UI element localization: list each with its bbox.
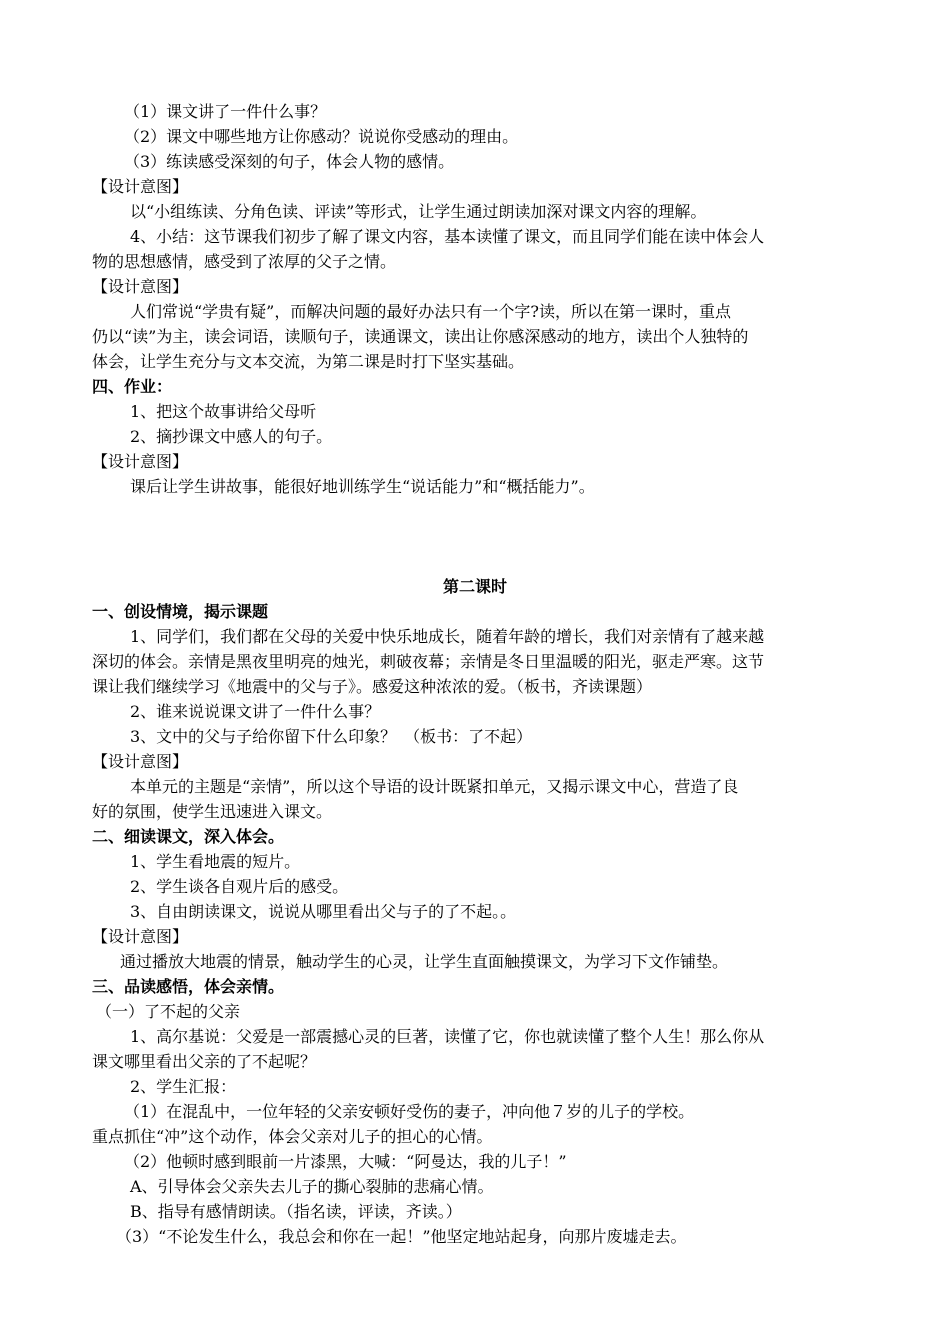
text-line: 1、高尔基说：父爱是一部震撼心灵的巨著，读懂了它，你也就读懂了整个人生！那么你从 bbox=[130, 1027, 765, 1046]
text-line: B、指导有感情朗读。（指名读，评读，齐读。） bbox=[130, 1202, 462, 1221]
text-line: 课文哪里看出父亲的了不起呢？ bbox=[92, 1052, 317, 1071]
text-line: 4、小结：这节课我们初步了解了课文内容，基本读懂了课文，而且同学们能在读中体会人 bbox=[130, 227, 765, 246]
text-line: 重点抓住“冲”这个动作，体会父亲对儿子的担心的心情。 bbox=[92, 1127, 493, 1146]
section-label: 【设计意图】 bbox=[92, 177, 189, 196]
text-line: 物的思想感情，感受到了浓厚的父子之情。 bbox=[92, 252, 397, 271]
section-heading: 二、细读课文，深入体会。 bbox=[92, 827, 285, 846]
section-label: 【设计意图】 bbox=[92, 752, 189, 771]
text-line: （2）课文中哪些地方让你感动？说说你受感动的理由。 bbox=[124, 127, 519, 146]
text-line: 1、同学们，我们都在父母的关爱中快乐地成长，随着年龄的增长，我们对亲情有了越来越 bbox=[130, 627, 765, 646]
text-line: 3、自由朗读课文，说说从哪里看出父与子的了不起。。 bbox=[130, 902, 517, 921]
section-label: 【设计意图】 bbox=[92, 452, 189, 471]
text-line: 课后让学生讲故事，能很好地训练学生“说话能力”和“概括能力”。 bbox=[130, 477, 595, 496]
text-line: 通过播放大地震的情景，触动学生的心灵，让学生直面触摸课文，为学习下文作铺垫。 bbox=[120, 952, 729, 971]
text-line: 课让我们继续学习《地震中的父与子》。感爱这种浓浓的爱。（板书，齐读课题） bbox=[92, 677, 653, 696]
text-line: 体会，让学生充分与文本交流，为第二课是时打下坚实基础。 bbox=[92, 352, 525, 371]
text-line: 2、谁来说说课文讲了一件什么事？ bbox=[130, 702, 381, 721]
text-line: 1、把这个故事讲给父母听 bbox=[130, 402, 317, 421]
text-line: 人们常说“学贵有疑”，而解决问题的最好办法只有一个字?读，所以在第一课时，重点 bbox=[130, 302, 731, 321]
text-line: 以“小组练读、分角色读、评读”等形式，让学生通过朗读加深对课文内容的理解。 bbox=[130, 202, 707, 221]
text-line: （3）“不论发生什么，我总会和你在一起！”他坚定地站起身，向那片废墟走去。 bbox=[116, 1227, 687, 1246]
section-label: 【设计意图】 bbox=[92, 277, 189, 296]
text-line: 深切的体会。亲情是黑夜里明亮的烛光，刺破夜幕；亲情是冬日里温暖的阳光，驱走严寒。这节 bbox=[92, 652, 765, 671]
section-heading: 三、品读感悟，体会亲情。 bbox=[92, 977, 285, 996]
text-line: （1）课文讲了一件什么事？ bbox=[124, 102, 327, 121]
text-line: （1）在混乱中，一位年轻的父亲安顿好受伤的妻子，冲向他７岁的儿子的学校。 bbox=[124, 1102, 695, 1121]
text-line: 3、文中的父与子给你留下什么印象？ （板书：了不起） bbox=[130, 727, 533, 746]
text-line: 好的氛围，使学生迅速进入课文。 bbox=[92, 802, 333, 821]
section-heading: 一、创设情境，揭示课题 bbox=[92, 602, 269, 621]
text-line: 1、学生看地震的短片。 bbox=[130, 852, 301, 871]
text-line: 2、学生谈各自观片后的感受。 bbox=[130, 877, 349, 896]
text-line: 2、学生汇报： bbox=[130, 1077, 237, 1096]
text-line: 本单元的主题是“亲情”，所以这个导语的设计既紧扣单元，又揭示课文中心，营造了良 bbox=[130, 777, 739, 796]
section-label: 【设计意图】 bbox=[92, 927, 189, 946]
section-heading: 四、作业： bbox=[92, 377, 173, 396]
text-line: 2、摘抄课文中感人的句子。 bbox=[130, 427, 333, 446]
text-line: 仍以“读”为主，读会词语，读顺句子，读通课文，读出让你感深感动的地方，读出个人独特的 bbox=[92, 327, 749, 346]
text-line: （3）练读感受深刻的句子，体会人物的感情。 bbox=[124, 152, 455, 171]
text-line: A、引导体会父亲失去儿子的撕心裂肺的悲痛心情。 bbox=[130, 1177, 494, 1196]
lesson-title: 第二课时 bbox=[442, 577, 507, 596]
text-line: （2）他顿时感到眼前一片漆黑，大喊：“阿曼达，我的儿子！” bbox=[124, 1152, 567, 1171]
subsection-heading: （一）了不起的父亲 bbox=[96, 1002, 241, 1021]
